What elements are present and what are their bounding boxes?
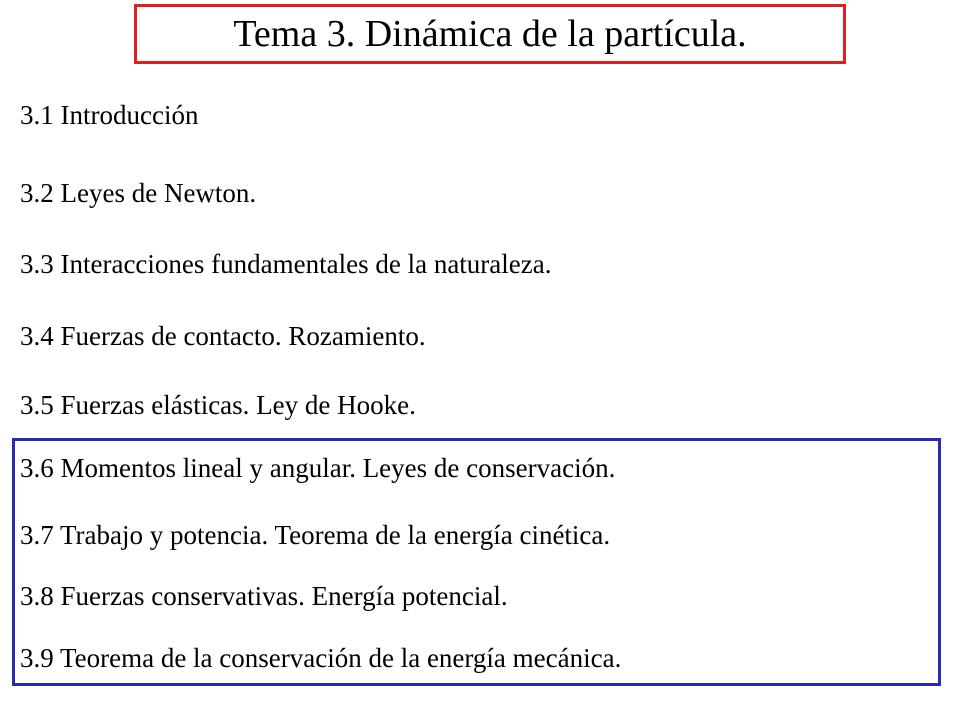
list-item-3-1: 3.1 Introducción xyxy=(20,100,199,130)
list-item-3-6: 3.6 Momentos lineal y angular. Leyes de conservación. xyxy=(20,453,616,483)
list-item-3-8: 3.8 Fuerzas conservativas. Energía potencial. xyxy=(20,581,508,611)
slide-title: Tema 3. Dinámica de la partícula. xyxy=(233,13,747,55)
list-item-3-5: 3.5 Fuerzas elásticas. Ley de Hooke. xyxy=(20,390,416,420)
list-item-3-7: 3.7 Trabajo y potencia. Teorema de la energía cinética. xyxy=(20,520,611,550)
list-item-3-2: 3.2 Leyes de Newton. xyxy=(20,178,257,208)
list-item-3-3: 3.3 Interacciones fundamentales de la naturaleza. xyxy=(20,249,552,279)
list-item-3-9: 3.9 Teorema de la conservación de la energía mecánica. xyxy=(20,643,622,673)
list-item-3-4: 3.4 Fuerzas de contacto. Rozamiento. xyxy=(20,321,426,351)
title-box xyxy=(134,4,846,64)
